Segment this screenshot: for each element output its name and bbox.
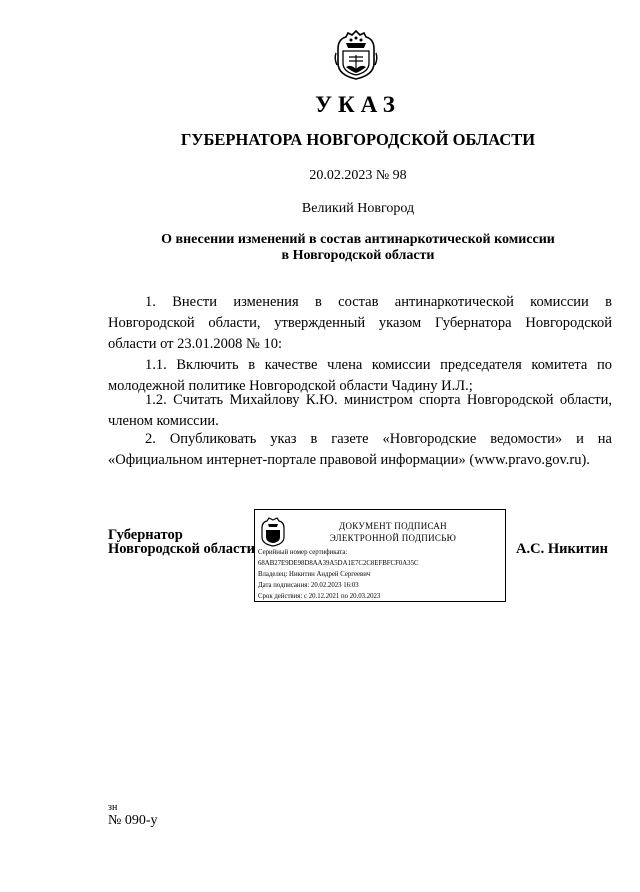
footer-number: № 090-у xyxy=(108,813,158,828)
validity: Срок действия: с 20.12.2021 по 20.03.2023 xyxy=(258,593,381,600)
document-title: УКАЗ xyxy=(315,92,401,117)
position-line-1: Губернатор xyxy=(108,527,183,543)
serial-value: 68AB27E9DE98D8AA39A5DA1E7C2C8EFBFCF0A35C xyxy=(258,560,419,567)
stamp-crest-icon xyxy=(260,516,286,548)
owner: Владелец: Никитин Андрей Сергеевич xyxy=(258,571,371,578)
signatory-position xyxy=(108,528,255,556)
position-line-2: Новгородской области xyxy=(108,541,255,557)
signer-name: А.С. Никитин xyxy=(516,541,608,557)
stamp-header xyxy=(297,520,489,544)
paragraph-1-2: 1.2. Считать Михайлову К.Ю. министром спорта Новгородской области, членом комиссии. xyxy=(108,392,612,429)
coat-of-arms-icon xyxy=(334,29,378,81)
paragraph-2: 2. Опубликовать указ в газете «Новгородские ведомости» и на «Официальном интернет-портале правовой информации» (www.pravo.gov.ru). xyxy=(108,431,612,468)
document-subtitle: ГУБЕРНАТОРА НОВГОРОДСКОЙ ОБЛАСТИ xyxy=(180,130,536,149)
paragraph-1-1: 1.1. Включить в качестве члена комиссии председателя комитета по молодежной политике Новгородской области Чадину И.Л.; xyxy=(108,357,612,394)
stamp-header-line-2: ЭЛЕКТРОННОЙ ПОДПИСЬЮ xyxy=(329,533,457,543)
city: Великий Новгород xyxy=(301,201,415,216)
date-number: 20.02.2023 № 98 xyxy=(309,168,407,183)
stamp-header-line-1: ДОКУМЕНТ ПОДПИСАН xyxy=(339,521,447,531)
footer xyxy=(108,802,158,829)
heading-line-1: О внесении изменений в состав антинаркотической комиссии xyxy=(161,232,555,247)
stamp-info xyxy=(258,547,419,602)
footer-initials: зн xyxy=(108,802,118,813)
serial-label: Серийный номер сертификата: xyxy=(258,549,348,556)
heading-line-2: в Новгородской области xyxy=(281,248,435,263)
paragraph-1: 1. Внести изменения в состав антинаркотической комиссии в Новгородской области, утвержденный указом Губернатора Новгородской области от 23.01.2008 № 10: xyxy=(108,294,612,352)
decree-heading xyxy=(130,232,586,264)
electronic-signature-stamp xyxy=(254,509,506,602)
signed-date: Дата подписания: 20.02.2023 16:03 xyxy=(258,582,359,589)
